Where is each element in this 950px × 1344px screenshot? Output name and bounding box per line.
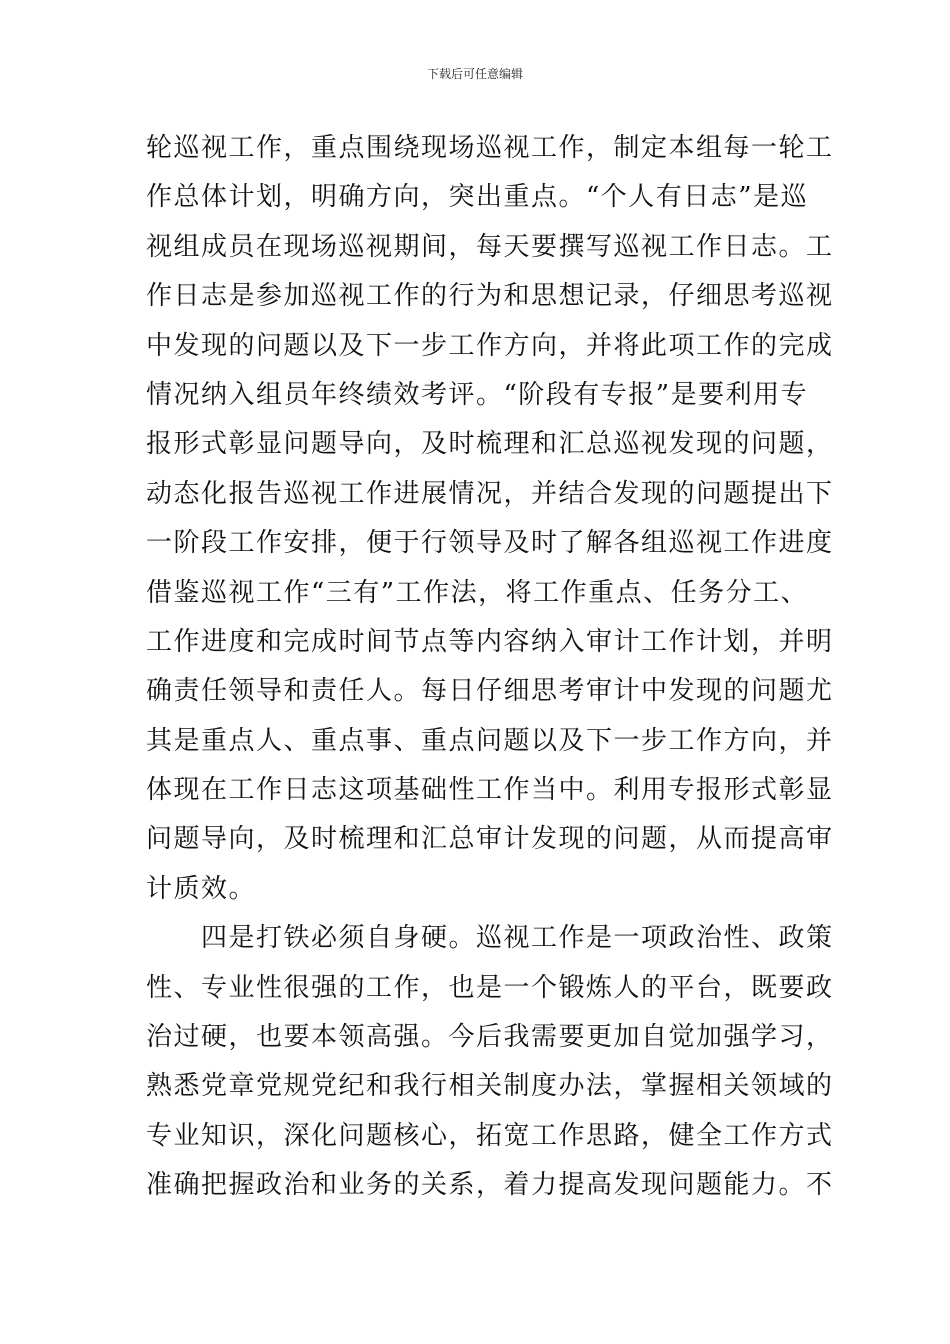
text-line: 轮巡视工作，重点围绕现场巡视工作，制定本组每一轮工 — [146, 133, 834, 163]
document-body — [146, 124, 834, 1211]
text-line: 问题导向，及时梳理和汇总审计发现的问题，从而提高审 — [146, 824, 834, 855]
text-line: 计质效。 — [146, 873, 257, 904]
text-line: 确责任领导和责任人。每日仔细思考审计中发现的问题尤 — [146, 676, 834, 707]
text-line: 情况纳入组员年终绩效考评。“阶段有专报”是要利用专 — [146, 379, 809, 410]
text-line: 治过硬，也要本领高强。今后我需要更加自觉加强学习， — [146, 1022, 834, 1053]
text-line: 一阶段工作安排，便于行领导及时了解各组巡视工作进度 — [146, 528, 834, 559]
text-line: 体现在工作日志这项基础性工作当中。利用专报形式彰显 — [146, 775, 834, 806]
text-line: 报形式彰显问题导向，及时梳理和汇总巡视发现的问题， — [146, 429, 834, 460]
text-line: 准确把握政治和业务的关系，着力提高发现问题能力。不 — [146, 1170, 834, 1201]
text-line: 中发现的问题以及下一步工作方向，并将此项工作的完成 — [146, 330, 834, 361]
text-line: 专业知识，深化问题核心，拓宽工作思路，健全工作方式 — [146, 1120, 834, 1151]
text-line: 作日志是参加巡视工作的行为和思想记录，仔细思考巡视 — [146, 281, 834, 312]
text-line: 借鉴巡视工作“三有”工作法，将工作重点、任务分工、 — [146, 577, 809, 608]
text-line: 熟悉党章党规党纪和我行相关制度办法，掌握相关领域的 — [146, 1071, 834, 1102]
text-line: 动态化报告巡视工作进展情况，并结合发现的问题提出下 — [146, 478, 834, 509]
text-line: 性、专业性很强的工作，也是一个锻炼人的平台，既要政 — [146, 972, 834, 1003]
text-line: 其是重点人、重点事、重点问题以及下一步工作方向，并 — [146, 725, 834, 756]
text-line: 作总体计划，明确方向，突出重点。“个人有日志”是巡 — [146, 182, 809, 213]
page-header: 下载后可任意编辑 — [426, 67, 523, 81]
text-line: 工作进度和完成时间节点等内容纳入审计工作计划，并明 — [146, 626, 834, 657]
paragraph-start-line: 四是打铁必须自身硬。巡视工作是一项政治性、政策 — [146, 923, 834, 954]
text-line: 视组成员在现场巡视期间，每天要撰写巡视工作日志。工 — [146, 231, 834, 262]
